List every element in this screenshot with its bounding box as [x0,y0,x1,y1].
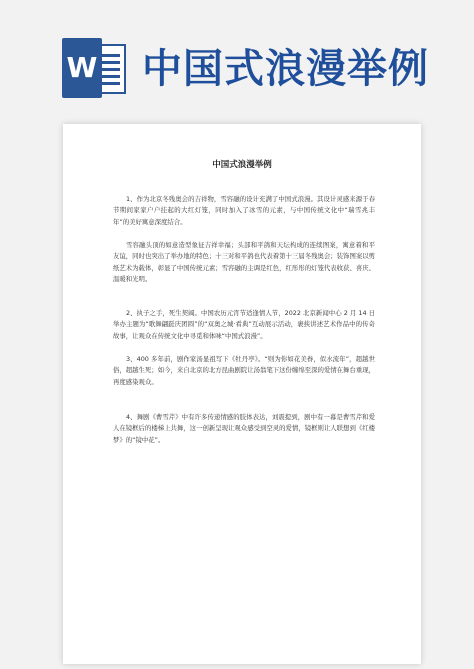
banner-title: 中国式浪漫举例 [142,46,429,92]
document-page [63,124,421,664]
header-banner [0,0,474,120]
paragraph-3: 2、执子之手，死生契阔。中国农历元宵节适逢情人节，2022 北京新闻中心 2 月 14 日举办主题为“歌舞翩跹庆团圆”的“双奥之城·看典”互动展示活动，裹挟讲述艺术作品中的传奇故事，让观众在传统文化中寻觅和体味“中国式浪漫”。 [113,309,375,340]
paragraph-1: 1、作为北京冬残奥会的吉祥物，雪容融的设计充满了中国式浪漫。其设计灵感来源于春节期间家家户户挂起的大红灯笼，同时加入了冰雪的元素，与中国传统文化中“瑞雪兆丰年”的美好寓意深度结合。 [113,195,375,226]
word-logo-letter: W [62,38,102,98]
paragraph-4: 3、400 多年前，剧作家汤显祖写下《牡丹亭》。“则为你如花美眷，似水流年”，超越世俗，超越生死；如今，来自北京的北方昆曲剧院让汤翁笔下这份缠绵至深的爱情在舞台重现，再度感染观众。 [113,355,376,386]
paragraph-2: 雪容融头顶的如意造型象征吉祥幸福；头部和平鸽和天坛构成的连续图案，寓意着和平友谊，同时也突出了举办地的特色；十三对和平鸽也代表着第十三届冬残奥会；装饰图案以剪纸艺术为载体，彰显了中国传统元素；雪容融的主调是红色，红彤彤的灯笼代表收获、喜庆、温暖和光明。 [113,241,376,284]
paragraph-5: 4、舞剧《曹雪芹》中有许多传递情感的肢体表达，刘震提到，剧中有一幕是曹雪芹和爱人在镜框后的楼梯上共舞，这一创新呈现让观众感受到空灵的爱情，镜框则让人联想到《红楼梦》的“镜中花”。 [113,413,376,444]
word-app-icon [62,38,128,98]
document-title: 中国式浪漫举例 [212,160,272,170]
